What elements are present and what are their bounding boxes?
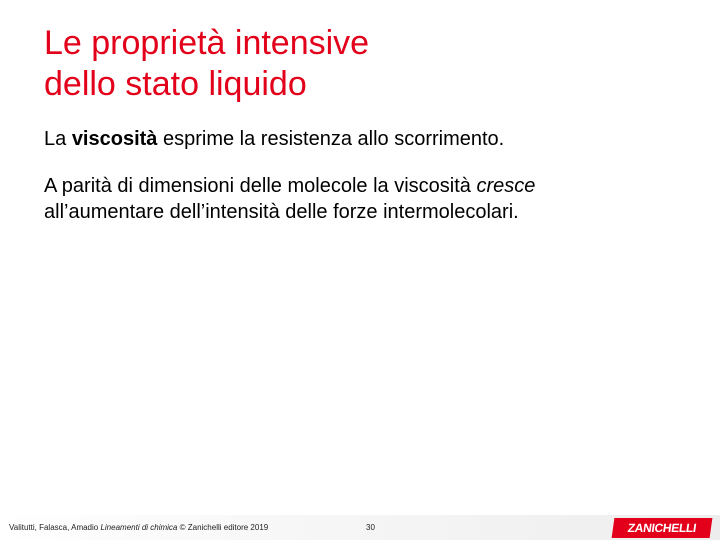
zanichelli-logo: ZANICHELLI: [612, 518, 713, 538]
paragraph1-pre: La: [44, 128, 72, 150]
paragraph2-line-2: all’aumentare dell’intensità delle forze intermolecolari.: [44, 201, 519, 223]
slide-title-line-1: Le proprietà intensive: [44, 24, 370, 62]
paragraph2-line-1: [44, 173, 535, 199]
footer-authors: Valitutti, Falasca, Amadio: [9, 523, 101, 532]
paragraph1-bold-term: viscosità: [71, 128, 158, 150]
slide-title: [44, 23, 369, 105]
paragraph-viscosity-definition: [44, 126, 504, 152]
paragraph2-line1-pre: A parità di dimensioni delle molecole la viscosità: [44, 175, 477, 197]
footer-book-title: Lineamenti di chimica: [100, 523, 178, 532]
footer-publisher: © Zanichelli editore 2019: [177, 523, 269, 532]
paragraph2-italic-term: cresce: [476, 175, 536, 197]
paragraph-viscosity-trend: [44, 173, 535, 225]
page-number: 30: [366, 523, 375, 532]
paragraph1-post: esprime la resistenza allo scorrimento.: [157, 128, 505, 150]
footer-credits: [9, 523, 268, 533]
slide-title-line-2: dello stato liquido: [44, 65, 307, 103]
